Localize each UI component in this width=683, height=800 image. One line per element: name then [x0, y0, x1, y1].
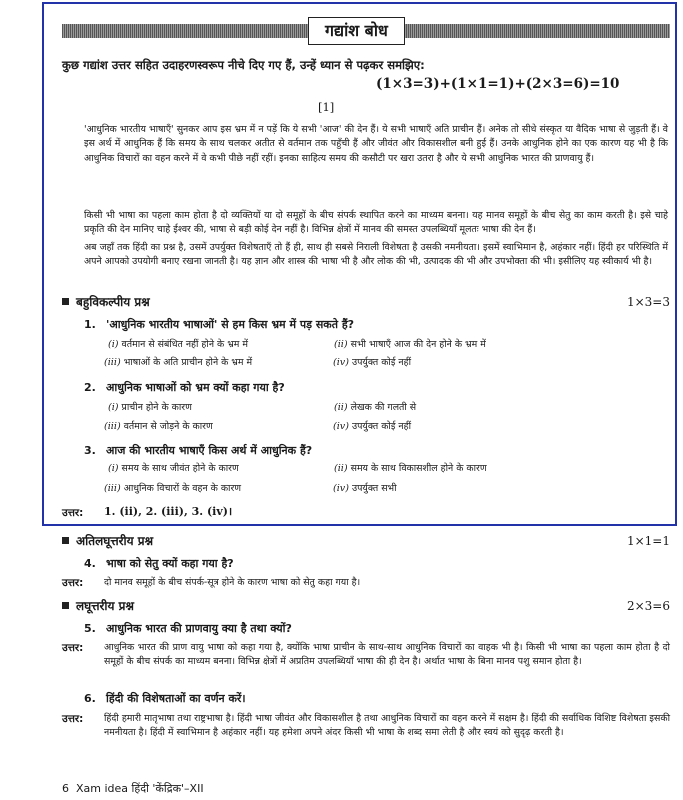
option: (i) प्राचीन होने के कारण	[108, 402, 192, 413]
question-number: 2.	[84, 381, 96, 394]
answer-5: आधुनिक भारत की प्राण वायु भाषा को कहा गया है, क्योंकि भाषा प्राचीन के साथ-साथ आधुनिक विचारों का वाहक भी है। किसी भी भाषा का पहला काम होता है दो समूहों के बीच संपर्क का माध्यम बनना। विभिन्न क्षेत्रों में अप्रतिम उपलब्धियाँ भाषा की ही देन है। अर्थात भाषा के बिना मानव पशु समान होता है।	[104, 642, 670, 668]
option: (iii) वर्तमान से जोड़ने के कारण	[104, 421, 213, 432]
question-text: हिंदी की विशेषताओं का वर्णन करें।	[106, 692, 246, 705]
square-bullet-icon	[62, 602, 69, 609]
page-number: 6	[62, 782, 69, 795]
passage-paragraph-3: अब जहाँ तक हिंदी का प्रश्न है, उसमें उपर्युक्त विशेषताएँ तो हैं ही, साथ ही सबसे निराली विशेषता है उसकी नमनीयता। इसमें स्वाभिमान है, अहंकार नहीं। हिंदी हर परिस्थिति में अपने आपको उपयोगी बनाए रखना जानती है। यह ज्ञान और शास्त्र की भाषा भी है और लोक की भी, उत्पादक की भी और उपभोक्ता की भी। इसीलिए यह स्वीकार्य भी है।	[84, 242, 668, 268]
question-text: आधुनिक भाषाओं को भ्रम क्यों कहा गया है?	[106, 381, 285, 394]
mcq-section-heading	[62, 293, 670, 311]
answer-label: उत्तर:	[62, 713, 84, 725]
instruction-text: कुछ गद्यांश उत्तर सहित उदाहरणस्वरूप नीचे दिए गए हैं, उन्हें ध्यान से पढ़कर समझिए:	[62, 58, 425, 72]
page-footer	[62, 781, 204, 796]
option: (iv) उपर्युक्त सभी	[333, 483, 397, 494]
question-2	[84, 380, 668, 396]
option: (iv) उपर्युक्त कोई नहीं	[333, 421, 412, 432]
option: (iv) उपर्युक्त कोई नहीं	[333, 357, 412, 368]
option: (iii) आधुनिक विचारों के वहन के कारण	[104, 483, 242, 494]
question-text: भाषा को सेतु क्यों कहा गया है?	[106, 557, 234, 570]
very-short-heading-text: अतिलघूत्तरीय प्रश्न	[76, 534, 154, 548]
short-section-heading	[62, 597, 670, 615]
question-number: 4.	[84, 557, 96, 570]
section-title-bar	[62, 17, 670, 45]
question-4	[84, 556, 668, 572]
question-5	[84, 621, 668, 637]
question-text: आधुनिक भारत की प्राणवायु क्या है तथा क्यों?	[106, 622, 292, 635]
square-bullet-icon	[62, 537, 69, 544]
question-text: 'आधुनिक भारतीय भाषाओं' से हम किस भ्रम में पड़ सकते हैं?	[106, 318, 355, 331]
question-1	[84, 317, 668, 333]
answer-label: उत्तर:	[62, 507, 84, 519]
very-short-section-heading	[62, 532, 670, 550]
answer-4: दो मानव समूहों के बीच संपर्क-सूत्र होने के कारण भाषा को सेतु कहा गया है।	[104, 577, 361, 588]
answer-6: हिंदी हमारी मातृभाषा तथा राष्ट्रभाषा है। हिंदी भाषा जीवंत और विकासशील है तथा आधुनिक विचारों का वहन करने में सक्षम है। हिंदी की सर्वाधिक विशिष्ट विशेषता इसकी नमनीयता है। हिंदी में स्वाभिमान है अहंकार नहीं। यह हमेशा अपने अंदर किसी भी भाषा के शब्द समा लेती है और स्वयं को सुदृढ़ करती है।	[104, 713, 670, 739]
option: (i) समय के साथ जीवंत होने के कारण	[108, 463, 239, 474]
square-bullet-icon	[62, 298, 69, 305]
mcq-marks: 1×3=3	[626, 295, 670, 309]
answer-label: उत्तर:	[62, 642, 84, 654]
passage-paragraph-1: 'आधुनिक भारतीय भाषाएँ' सुनकर आप इस भ्रम में न पड़ें कि ये सभी 'आज' की देन हैं। ये सभी भाषाएँ अति प्राचीन हैं। अनेक तो सीधे संस्कृत या वैदिक भाषा से जुड़ती हैं। वे इस अर्थ में आधुनिक हैं कि समय के साथ चलकर अतीत से वर्तमान तक पहुँची हैं और जीवंत और विकासशील बनी हुई हैं। उनके आधुनिक होने का एक कारण यह भी है कि आधुनिक विचारों का वहन करने में वे कभी पीछे नहीं रहीं। इनका साहित्य समय की कसौटी पर खरा उतरा है और ये सभी आधुनिक भारत की प्राणवायु हैं।	[84, 124, 668, 164]
short-marks: 2×3=6	[626, 599, 670, 613]
option: (iii) भाषाओं के अति प्राचीन होने के भ्रम में	[104, 357, 253, 368]
short-heading-text: लघूत्तरीय प्रश्न	[76, 599, 134, 613]
passage-paragraph-2: किसी भी भाषा का पहला काम होता है दो व्यक्तियों या दो समूहों के बीच संपर्क स्थापित करने का माध्यम बनना। यह मानव समूहों के बीच सेतु का काम करती है। इसे चाहे प्रकृति की देन मानिए चाहे ईश्वर की, भाषा से बड़ी कोई देन नहीं है। विभिन्न क्षेत्रों में मानव की समस्त उपलब्धियाँ मूलतः भाषा की देन हैं।	[84, 210, 668, 236]
mcq-answer: 1. (ii), 2. (iii), 3. (iv)।	[104, 505, 233, 518]
question-text: आज की भारतीय भाषाएँ किस अर्थ में आधुनिक हैं?	[106, 444, 313, 457]
passage-number: [1]	[318, 100, 335, 114]
option: (i) वर्तमान से संबंधित नहीं होने के भ्रम में	[108, 339, 248, 350]
question-number: 6.	[84, 692, 96, 705]
option: (ii) समय के साथ विकासशील होने के कारण	[334, 463, 487, 474]
question-number: 3.	[84, 444, 96, 457]
option: (ii) सभी भाषाएँ आज की देन होने के भ्रम में	[334, 339, 486, 350]
question-number: 5.	[84, 622, 96, 635]
book-title: Xam idea हिंदी 'केंद्रिक'–XII	[76, 782, 204, 795]
mcq-heading-text: बहुविकल्पीय प्रश्न	[76, 295, 150, 309]
question-3	[84, 443, 668, 459]
page-title: गद्यांश बोध	[308, 17, 405, 45]
total-marks: (1×3=3)+(1×1=1)+(2×3=6)=10	[376, 76, 620, 92]
question-number: 1.	[84, 318, 96, 331]
question-6	[84, 691, 668, 707]
very-short-marks: 1×1=1	[626, 534, 670, 548]
answer-label: उत्तर:	[62, 577, 84, 589]
option: (ii) लेखक की गलती से	[334, 402, 417, 413]
